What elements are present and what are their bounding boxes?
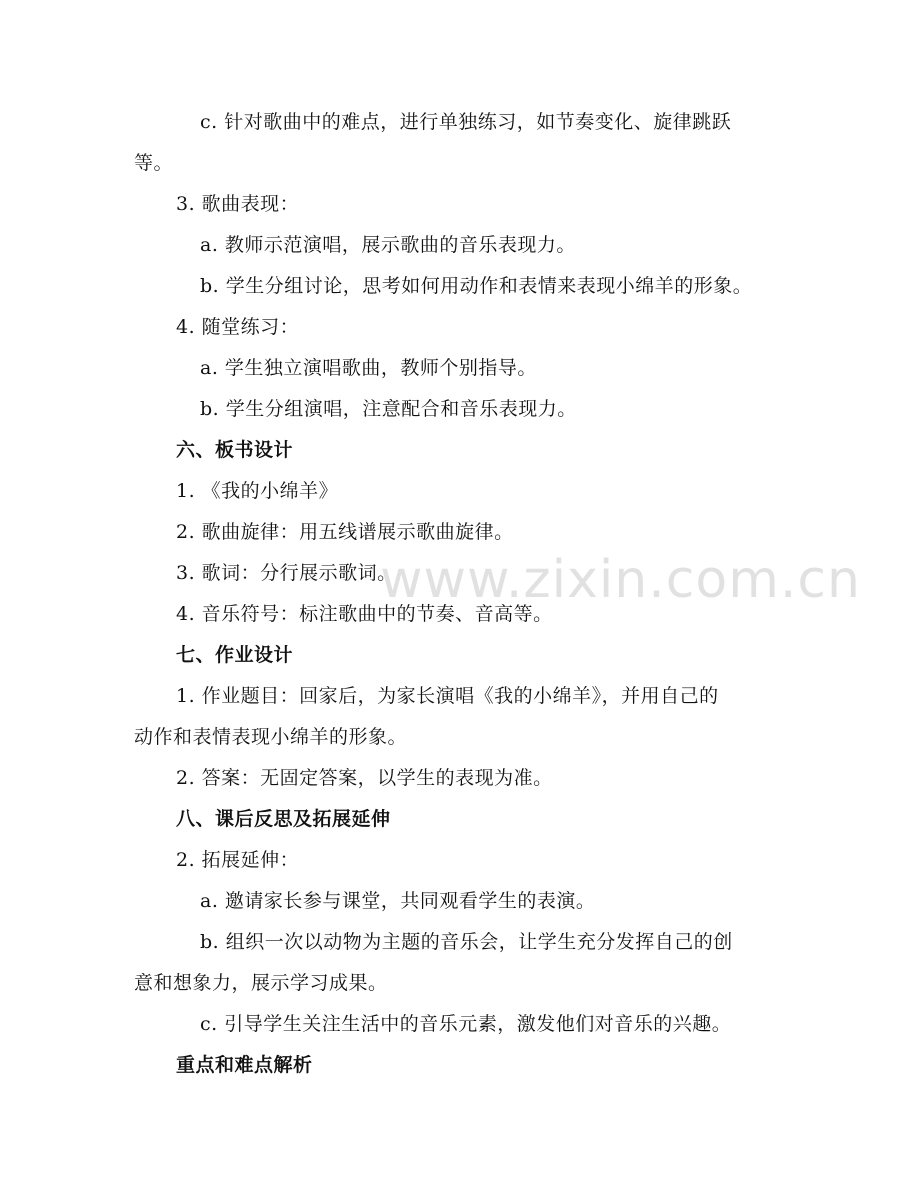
text-line: 意和想象力，展示学习成果。 bbox=[134, 972, 388, 994]
list-subitem: b. 学生分组讨论，思考如何用动作和表情来表现小绵羊的形象。 bbox=[200, 275, 753, 297]
section-heading-homework: 七、作业设计 bbox=[176, 644, 294, 666]
list-subitem: b. 组织一次以动物为主题的音乐会，让学生充分发挥自己的创 bbox=[200, 931, 733, 953]
list-subitem: a. 邀请家长参与课堂，共同观看学生的表演。 bbox=[200, 890, 596, 912]
list-subitem: a. 教师示范演唱，展示歌曲的音乐表现力。 bbox=[200, 234, 576, 256]
list-item: 3. 歌词：分行展示歌词。 bbox=[176, 562, 397, 584]
text-line: c. 针对歌曲中的难点，进行单独练习，如节奏变化、旋律跳跃 bbox=[200, 111, 732, 133]
list-subitem: b. 学生分组演唱，注意配合和音乐表现力。 bbox=[200, 398, 577, 420]
list-item: 3. 歌曲表现： bbox=[176, 193, 300, 215]
list-item: 4. 随堂练习： bbox=[176, 316, 300, 338]
text-line: 等。 bbox=[134, 152, 174, 174]
text-line: 动作和表情表现小绵羊的形象。 bbox=[134, 726, 408, 748]
section-heading-key-points: 重点和难点解析 bbox=[176, 1054, 313, 1076]
list-subitem: c. 引导学生关注生活中的音乐元素，激发他们对音乐的兴趣。 bbox=[200, 1013, 732, 1035]
list-item: 1. 《我的小绵羊》 bbox=[176, 480, 339, 502]
list-item: 4. 音乐符号：标注歌曲中的节奏、音高等。 bbox=[176, 603, 553, 625]
list-subitem: a. 学生独立演唱歌曲，教师个别指导。 bbox=[200, 357, 537, 379]
section-heading-reflection: 八、课后反思及拓展延伸 bbox=[176, 808, 391, 830]
list-item: 1. 作业题目：回家后，为家长演唱《我的小绵羊》，并用自己的 bbox=[176, 685, 719, 707]
watermark: www.zixin.com.cn bbox=[380, 550, 861, 610]
section-heading-board-design: 六、板书设计 bbox=[176, 439, 294, 461]
list-item: 2. 歌曲旋律：用五线谱展示歌曲旋律。 bbox=[176, 521, 514, 543]
list-item: 2. 拓展延伸： bbox=[176, 849, 300, 871]
list-item: 2. 答案：无固定答案，以学生的表现为准。 bbox=[176, 767, 553, 789]
